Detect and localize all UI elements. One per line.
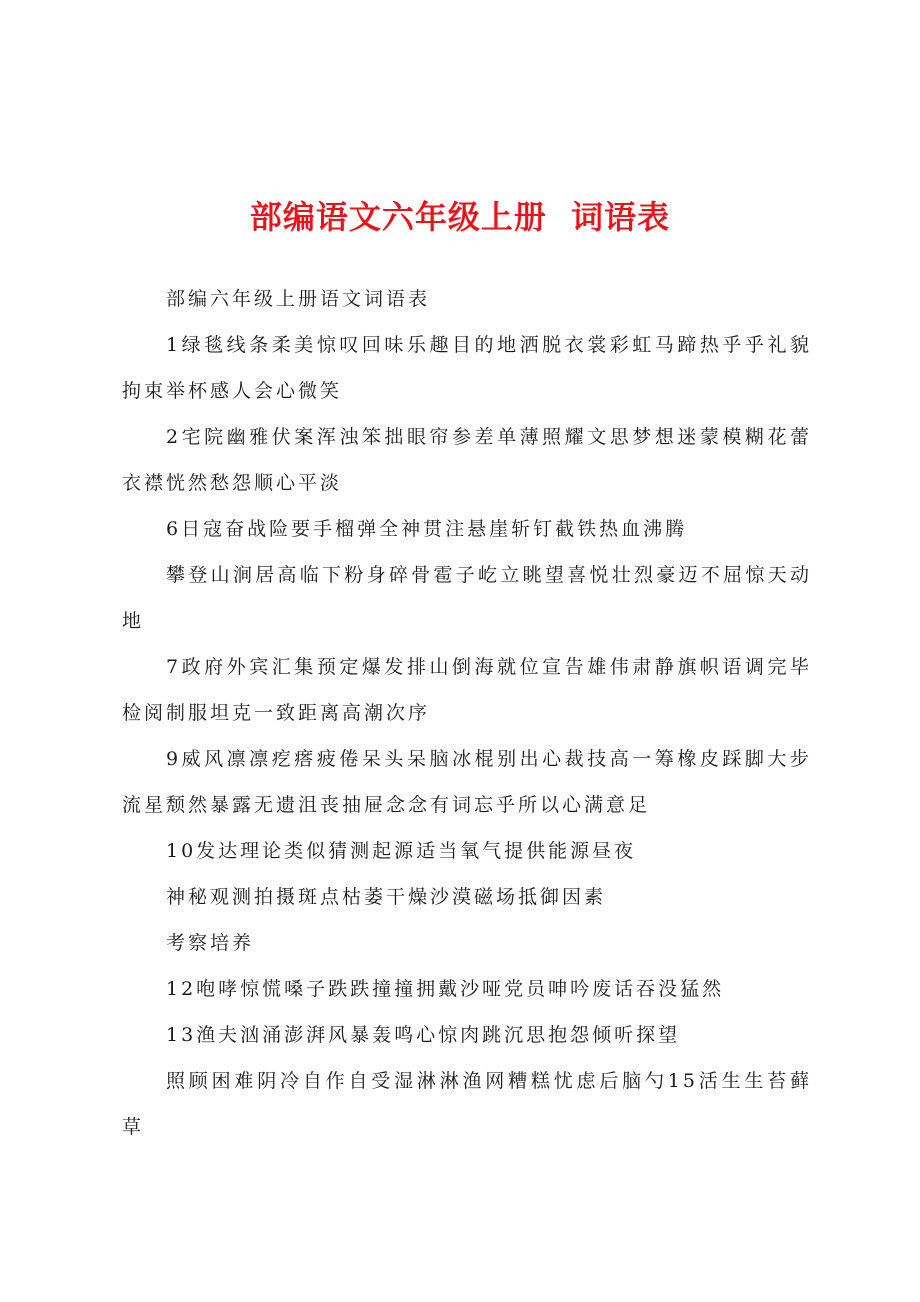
paragraph-subtitle: 部编六年级上册语文词语表	[166, 288, 431, 310]
paragraph-lesson-13: 13渔夫汹涌澎湃风暴轰鸣心惊肉跳沉思抱怨倾听探望	[166, 1024, 681, 1046]
paragraph-lesson-10-extra: 考察培养	[166, 932, 255, 954]
paragraph-lesson-6-continued: 攀登山涧居高临下粉身碎骨雹子屹立眺望喜悦壮烈豪迈不屈惊天动地	[122, 564, 812, 632]
paragraph-lesson-9: 9威风凛凛疙瘩疲倦呆头呆脑冰棍别出心裁技高一筹橡皮踩脚大步流星颓然暴露无遗沮丧抽屉念念有词忘乎所以心满意足	[122, 748, 812, 816]
paragraph-lesson-13-continued: 照顾困难阴冷自作自受湿淋淋渔网糟糕忧虑后脑勺15活生生苔藓草	[122, 1070, 812, 1138]
paragraph-lesson-7: 7政府外宾汇集预定爆发排山倒海就位宣告雄伟肃静旗帜语调完毕检阅制服坦克一致距离高潮次序	[122, 656, 812, 724]
paragraph-lesson-10-continued: 神秘观测拍摄斑点枯萎干燥沙漠磁场抵御因素	[166, 886, 607, 908]
document-title: 部编语文六年级上册 词语表	[249, 198, 671, 236]
paragraph-lesson-10: 10发达理论类似猜测起源适当氧气提供能源昼夜	[166, 840, 637, 862]
paragraph-lesson-12: 12咆哮惊慌嗓子跌跌撞撞拥戴沙哑党员呻吟废话吞没猛然	[166, 978, 725, 1000]
paragraph-lesson-6: 6日寇奋战险要手榴弹全神贯注悬崖斩钉截铁热血沸腾	[166, 518, 688, 540]
document-body	[122, 276, 812, 1150]
paragraph-lesson-2: 2宅院幽雅伏案浑浊笨拙眼帘参差单薄照耀文思梦想迷蒙模糊花蕾衣襟恍然愁怨顺心平淡	[122, 426, 812, 494]
paragraph-lesson-1: 1绿毯线条柔美惊叹回味乐趣目的地洒脱衣裳彩虹马蹄热乎乎礼貌拘束举杯感人会心微笑	[122, 334, 812, 402]
